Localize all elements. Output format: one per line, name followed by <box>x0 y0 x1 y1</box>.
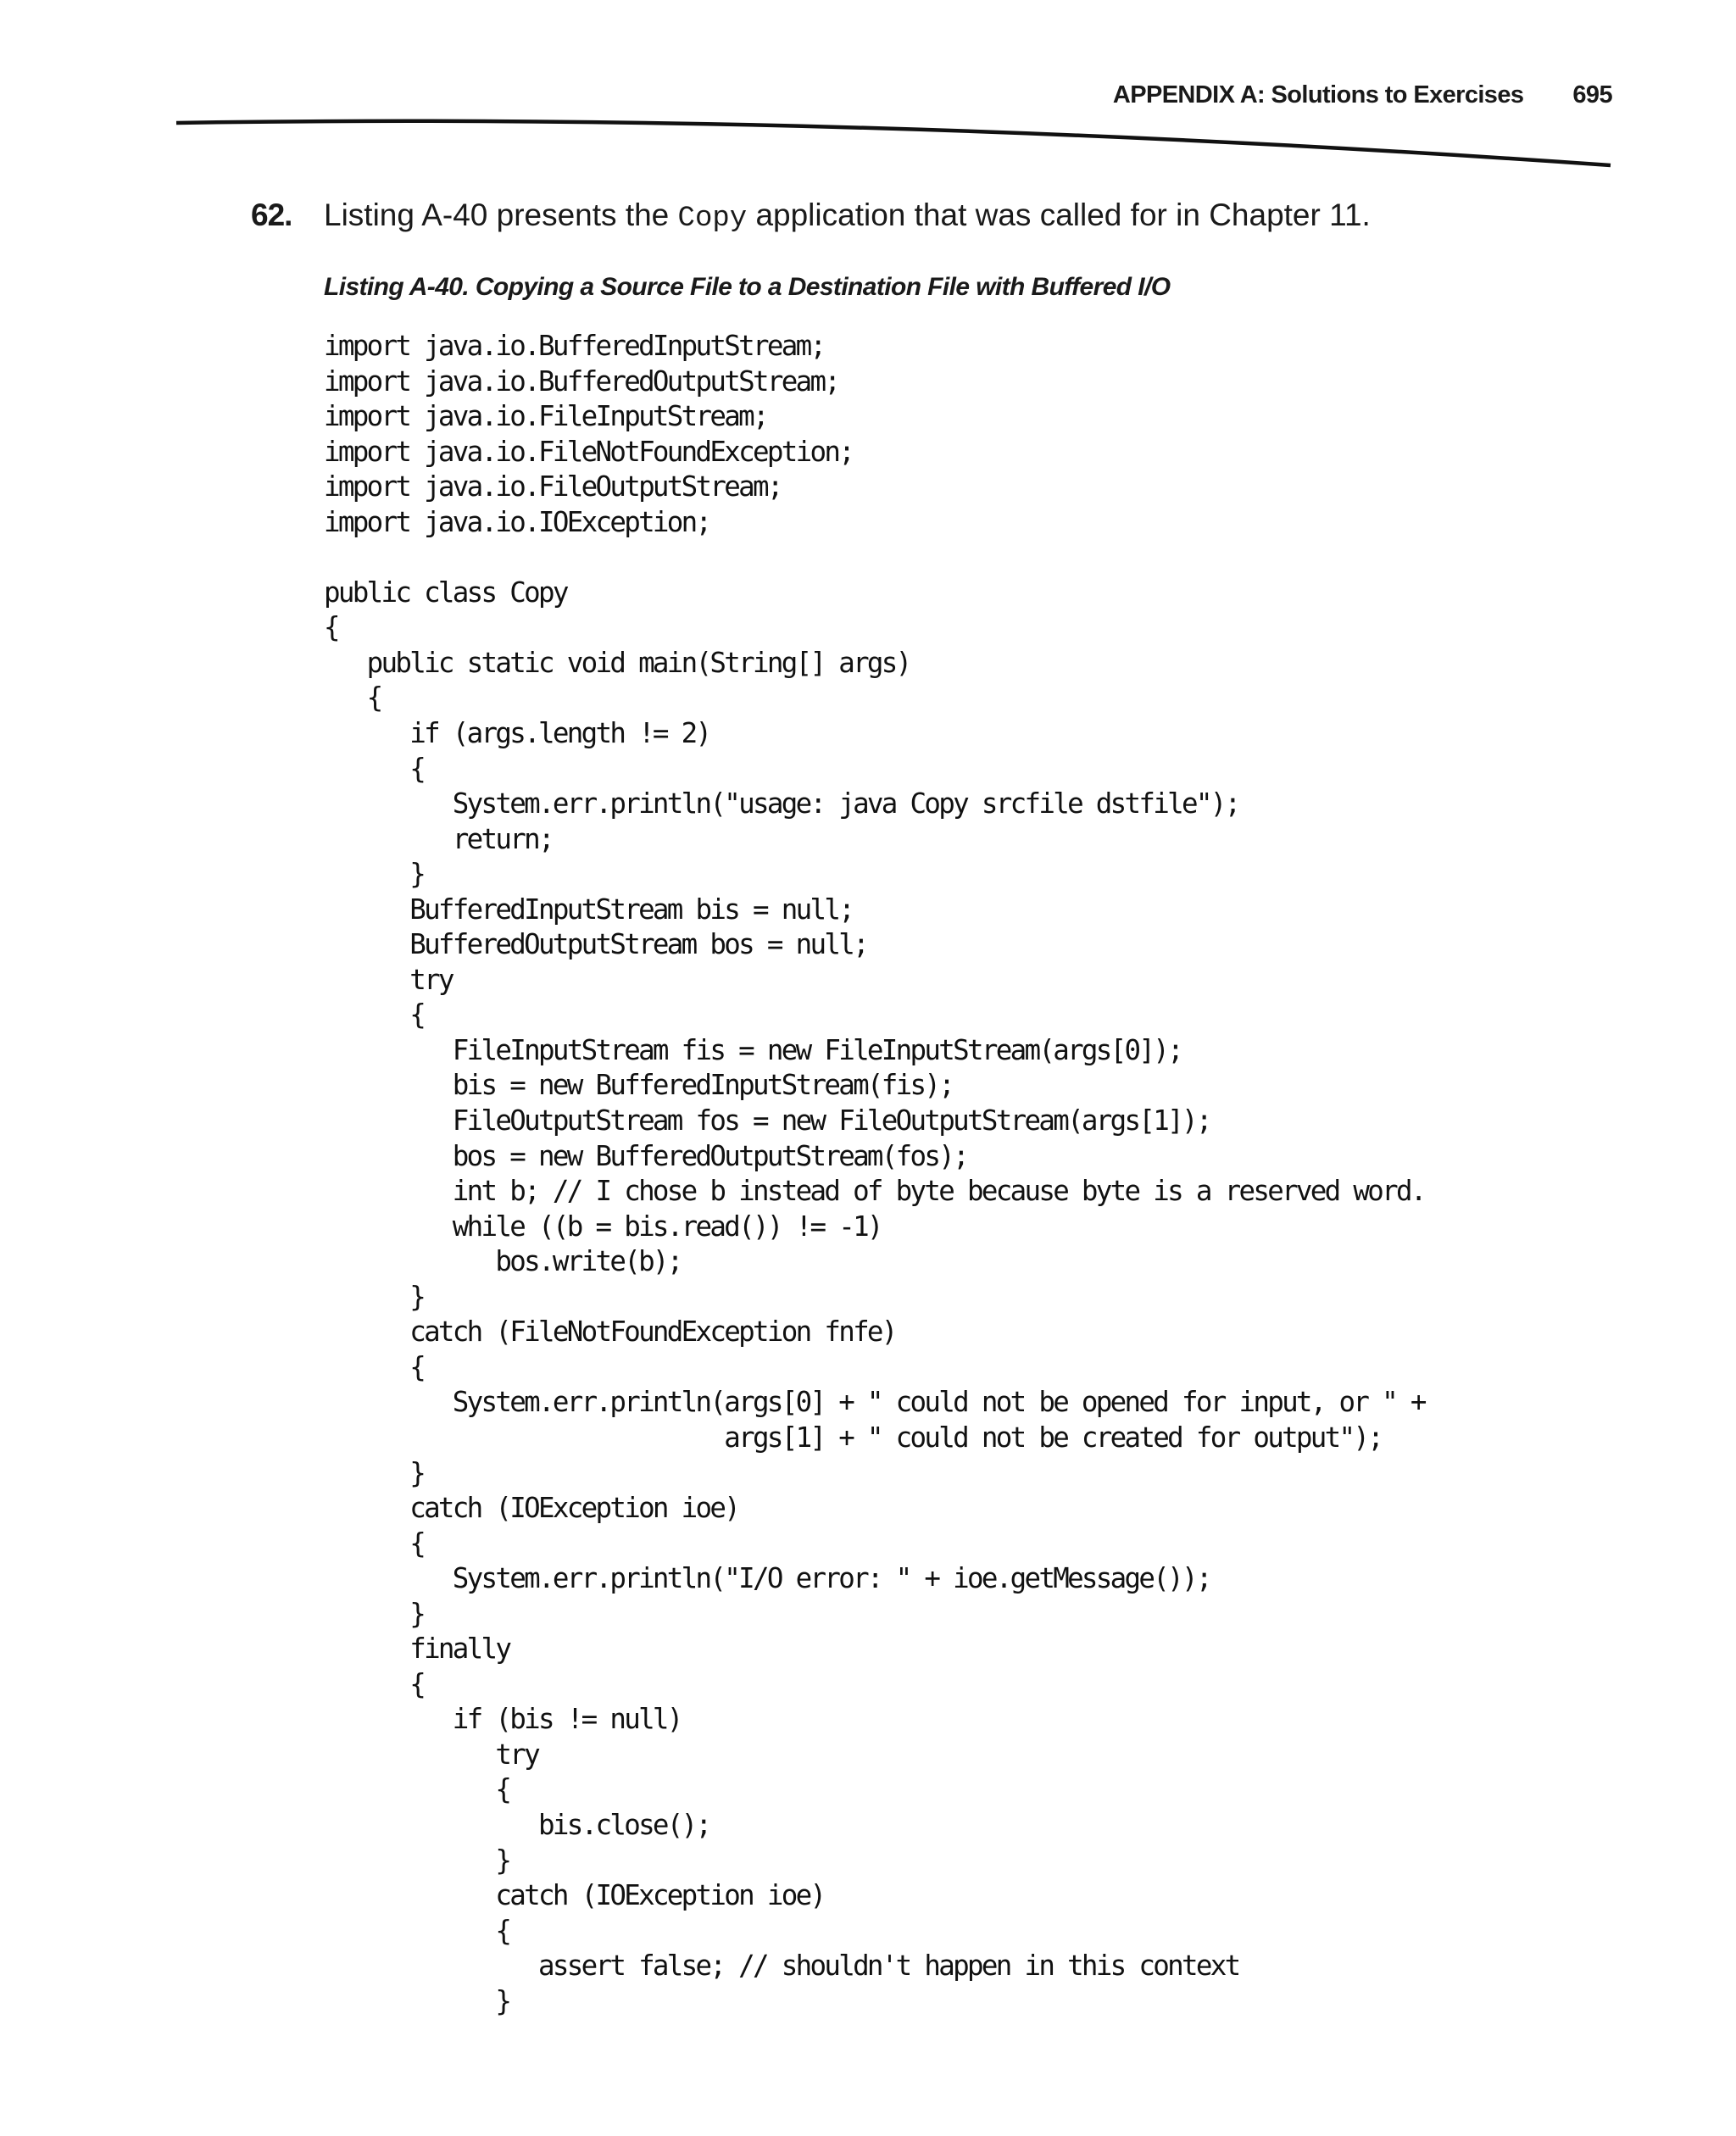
code-line: FileInputStream fis = new FileInputStream(args[0]); <box>324 1033 1182 1066</box>
exercise-text-before: Listing A-40 presents the <box>324 197 678 232</box>
code-line: { <box>324 998 425 1032</box>
exercise-number: 62. <box>251 197 292 232</box>
header-rule <box>0 108 1736 176</box>
code-line: } <box>324 1984 510 2017</box>
inline-code-copy: Copy <box>677 203 748 235</box>
code-line: finally <box>324 1633 510 1666</box>
code-line: catch (IOException ioe) <box>324 1879 825 1912</box>
code-line: import java.io.FileInputStream; <box>324 400 767 433</box>
code-line: System.err.println("usage: java Copy srcfile dstfile"); <box>324 787 1239 820</box>
page-number: 695 <box>1572 81 1612 108</box>
code-line: { <box>324 1773 510 1806</box>
code-line: bos.write(b); <box>324 1245 682 1278</box>
code-line: args[1] + " could not be created for output"); <box>324 1421 1383 1454</box>
code-line: import java.io.FileNotFoundException; <box>324 435 854 468</box>
code-line: assert false; // shouldn't happen in this context <box>324 1950 1239 1983</box>
code-line: BufferedInputStream bis = null; <box>324 893 854 926</box>
running-head <box>1113 81 1612 109</box>
code-line: FileOutputStream fos = new FileOutputStream(args[1]); <box>324 1104 1210 1138</box>
code-line: import java.io.IOException; <box>324 505 710 538</box>
code-line: } <box>324 1844 510 1877</box>
code-line: { <box>324 1527 425 1560</box>
code-line: System.err.println(args[0] + " could not be opened for input, or " + <box>324 1386 1425 1419</box>
code-line: catch (IOException ioe) <box>324 1492 739 1525</box>
code-line: if (args.length != 2) <box>324 717 710 750</box>
code-line: bis = new BufferedInputStream(fis); <box>324 1069 954 1102</box>
code-line: catch (FileNotFoundException fnfe) <box>324 1316 896 1349</box>
code-line: BufferedOutputStream bos = null; <box>324 928 867 961</box>
exercise-text-after: application that was called for in Chapter 11. <box>747 197 1371 232</box>
section-title: APPENDIX A: Solutions to Exercises <box>1112 81 1524 108</box>
code-line: public class Copy <box>324 576 567 609</box>
code-line: public static void main(String[] args) <box>324 646 910 679</box>
code-line: if (bis != null) <box>324 1703 682 1736</box>
code-line: } <box>324 1456 425 1489</box>
code-line: return; <box>324 822 553 855</box>
code-line: { <box>324 611 338 644</box>
exercise-answer <box>251 195 1371 239</box>
code-line: import java.io.FileOutputStream; <box>324 470 782 503</box>
code-line: } <box>324 1597 425 1630</box>
code-line: try <box>324 963 453 996</box>
exercise-text <box>324 197 1371 235</box>
code-line: import java.io.BufferedOutputStream; <box>324 364 839 398</box>
code-line: { <box>324 1350 425 1383</box>
code-line <box>324 540 1425 576</box>
code-line: { <box>324 1914 510 1947</box>
code-line: try <box>324 1738 538 1771</box>
code-line: { <box>324 681 381 715</box>
code-line: { <box>324 1667 425 1700</box>
code-line: import java.io.BufferedInputStream; <box>324 330 825 362</box>
code-line: { <box>324 752 425 785</box>
code-line: bis.close(); <box>324 1808 710 1841</box>
code-listing <box>324 329 1425 2019</box>
code-line: bos = new BufferedOutputStream(fos); <box>324 1139 967 1172</box>
code-line: } <box>324 1280 425 1313</box>
code-line: int b; // I chose b instead of byte because byte is a reserved word. <box>324 1175 1425 1208</box>
code-line: while ((b = bis.read()) != -1) <box>324 1210 882 1243</box>
listing-caption: Listing A-40. Copying a Source File to a Destination File with Buffered I/O <box>324 273 1171 301</box>
code-line: } <box>324 858 425 891</box>
code-line: System.err.println("I/O error: " + ioe.getMessage()); <box>324 1562 1210 1595</box>
